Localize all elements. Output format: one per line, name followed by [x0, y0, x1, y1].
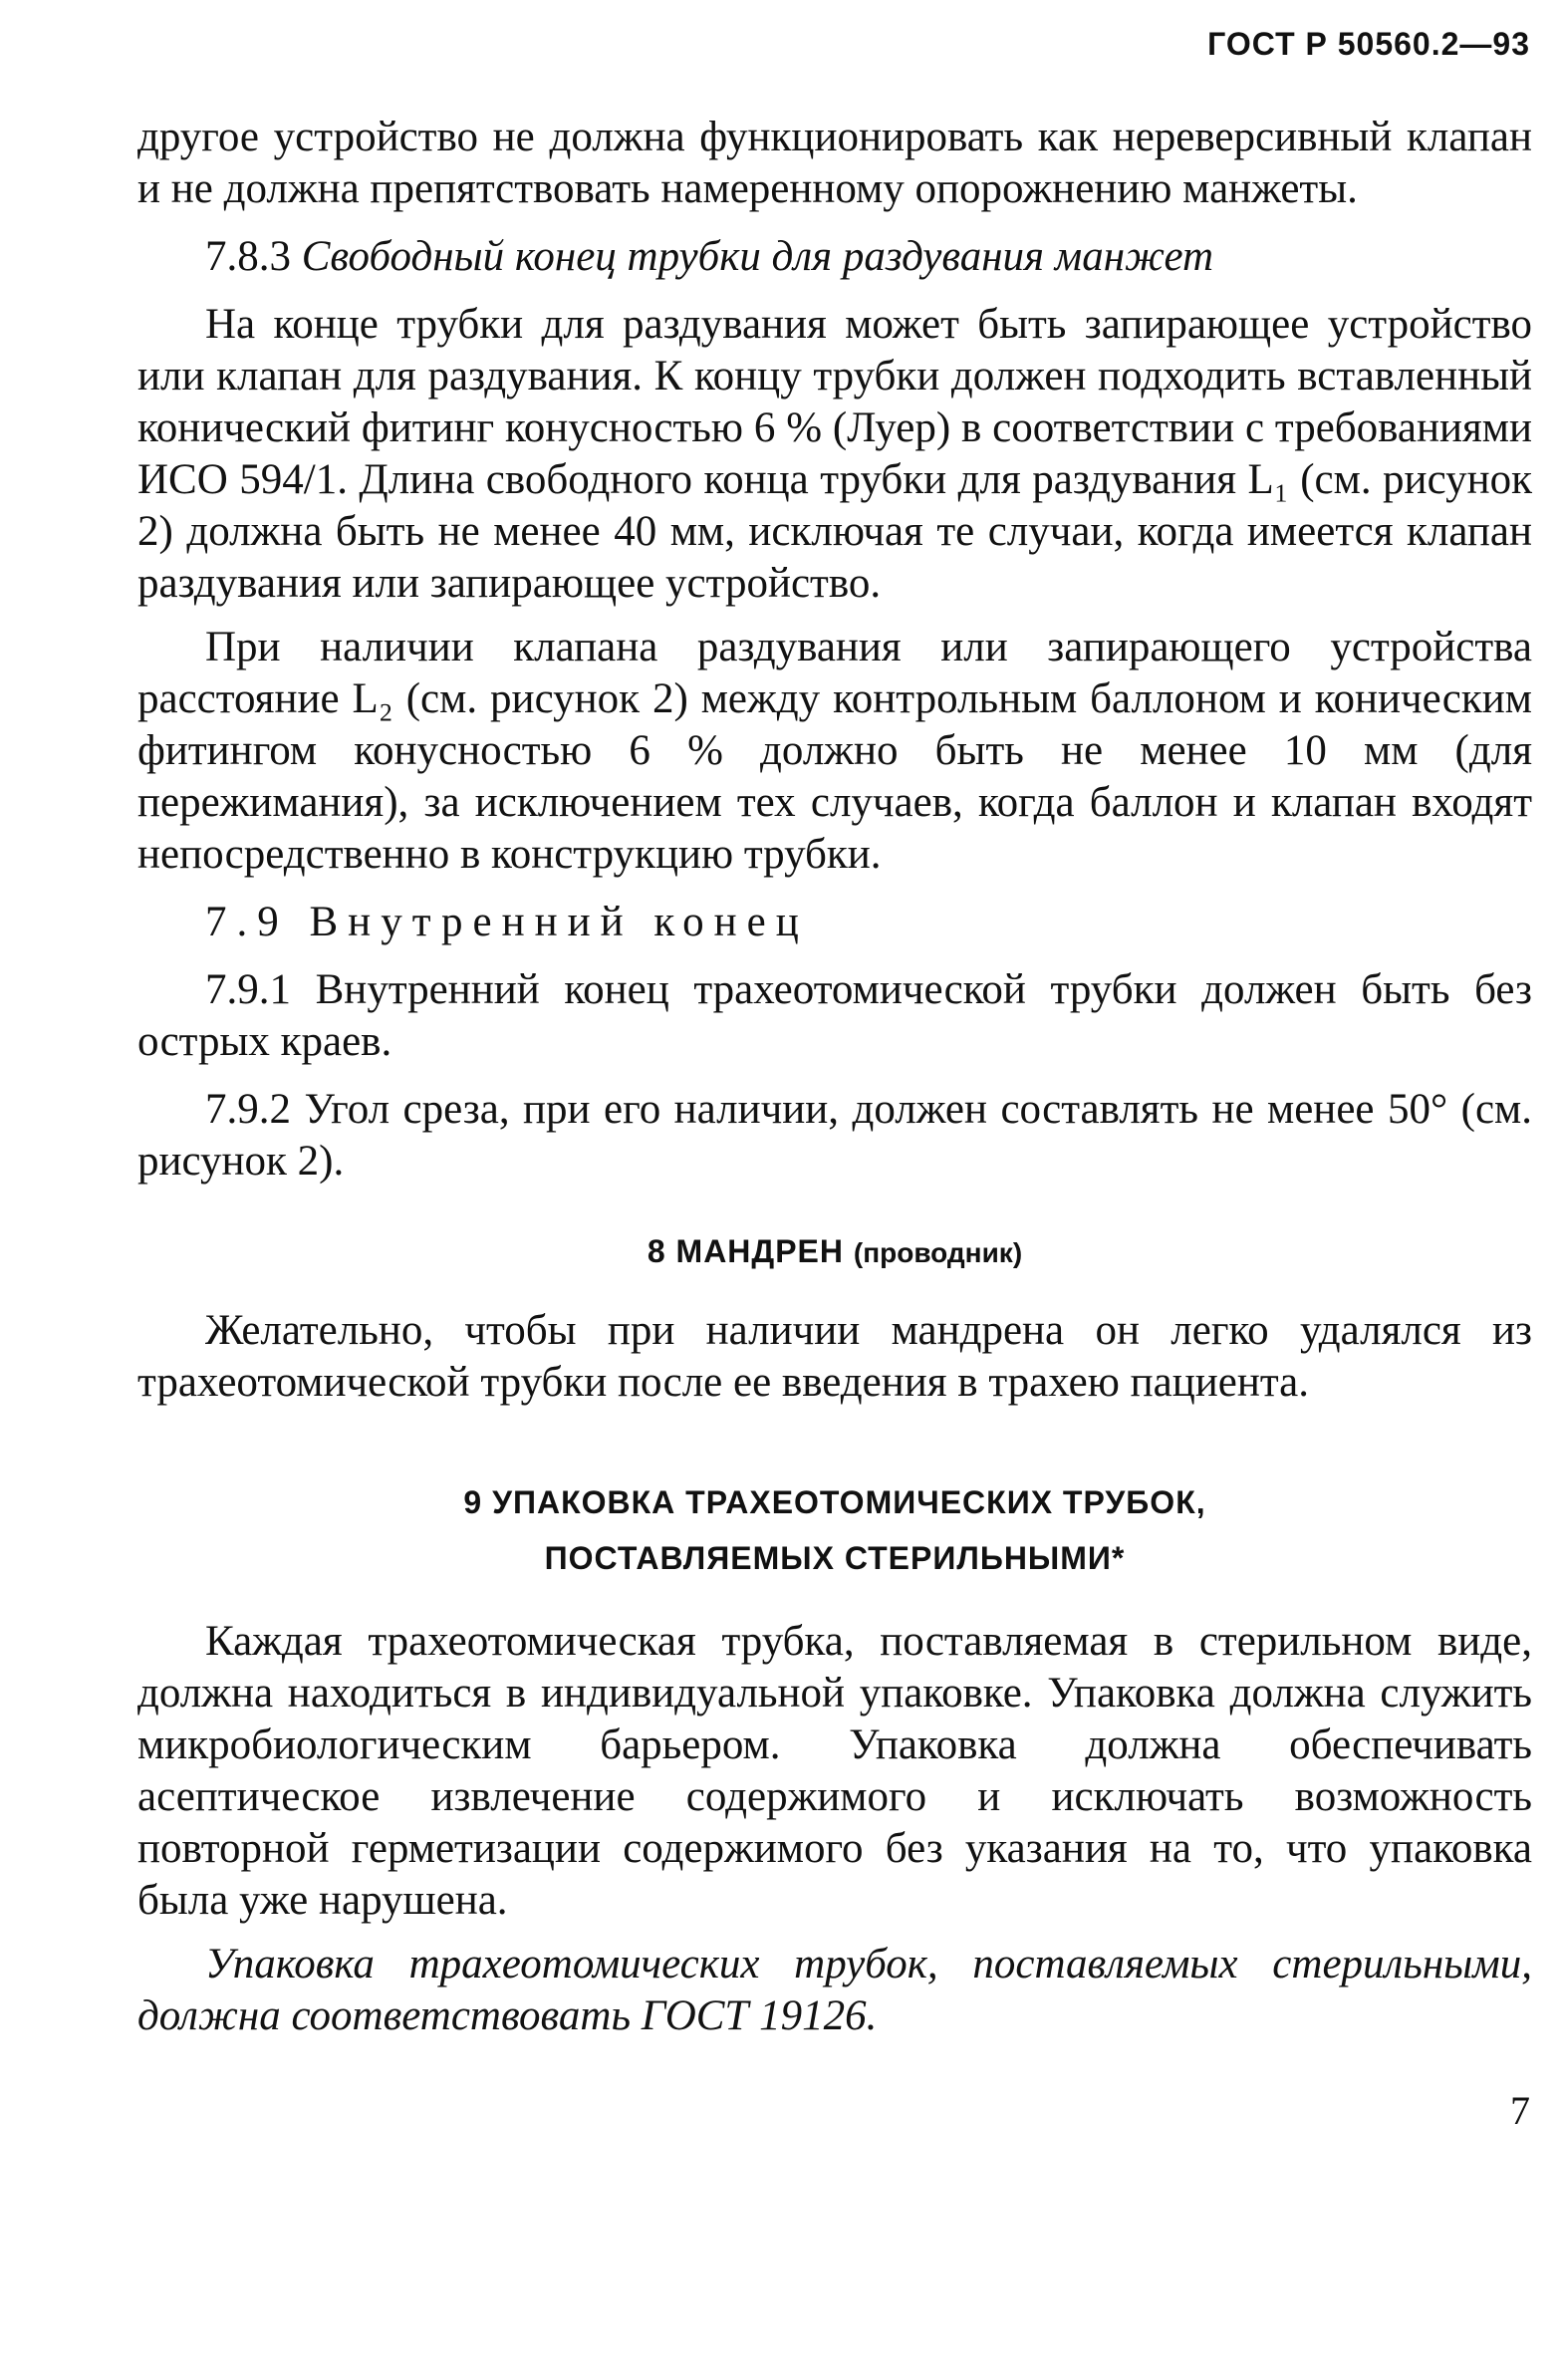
clause-7-block	[137, 112, 1532, 1188]
section-9-paragraph: Каждая трахеотомическая трубка, поставляемая в стерильном виде, должна находиться в индивидуальной упаковке. Упаковка должна служить микробиологическим барьером. Упаковка должна обеспечивать асептическое извлечение содержимого и исключать возможность повторной герметизации содержимого без указания на то, что упаковка была уже нарушена.	[137, 1618, 1532, 1924]
section-9-title-line-1: 9 УПАКОВКА ТРАХЕОТОМИЧЕСКИХ ТРУБОК,	[463, 1484, 1206, 1520]
clause-7-8-3-paragraph-a: На конце трубки для раздувания может быть запирающее устройство или клапан для раздувания. К концу трубки должен подходить вставленный конический фитинг конусностью 6 % (Луер) в соответствии с требованиями ИСО 594/1. Длина свободного конца трубки для раздувания L₁ (см. рисунок 2) должна быть не менее 40 мм, исключая те случаи, когда имеется клапан раздувания или запирающее устройство.	[137, 301, 1532, 607]
clause-7-8-3-number: 7.8.3	[205, 233, 291, 280]
section-8-title	[137, 1223, 1532, 1281]
section-9-title-line-2: ПОСТАВЛЯЕМЫХ СТЕРИЛЬНЫМИ*	[544, 1540, 1126, 1576]
clause-7-9-heading: 7.9 Внутренний конец	[205, 899, 809, 945]
section-8-title-main: 8 МАНДРЕН	[647, 1233, 844, 1269]
section-9-block	[137, 1616, 1532, 2042]
clause-7-8-3-paragraph-b: При наличии клапана раздувания или запирающего устройства расстояние L₂ (см. рисунок 2) между контрольным баллоном и коническим фитингом конусностью 6 % должно быть не менее 10 мм (для пережимания), за исключением тех случаев, когда баллон и клапан входят непосредственно в конструкцию трубки.	[137, 624, 1532, 878]
clause-7-8-3-title: Свободный конец трубки для раздувания манжет	[301, 233, 1214, 280]
clause-7-9-1-paragraph: 7.9.1 Внутренний конец трахеотомической трубки должен быть без острых краев.	[137, 966, 1532, 1065]
section-8-paragraph: Желательно, чтобы при наличии мандрена он легко удалялся из трахеотомической трубки после ее введения в трахею пациента.	[137, 1307, 1532, 1406]
clause-7-9-2-paragraph: 7.9.2 Угол среза, при его наличии, должен составлять не менее 50° (см. рисунок 2).	[137, 1086, 1532, 1185]
section-9-italic-paragraph: Упаковка трахеотомических трубок, поставляемых стерильными, должна соответствовать ГОСТ 19126.	[137, 1941, 1532, 2039]
continuation-paragraph: другое устройство не должна функционировать как нереверсивный клапан и не должна препятствовать намеренному опорожнению манжеты.	[137, 114, 1532, 212]
section-8-block	[137, 1305, 1532, 1409]
section-8-title-sub: (проводник)	[853, 1237, 1023, 1268]
standard-code-header: ГОСТ Р 50560.2—93	[1207, 26, 1530, 62]
page-number: 7	[1510, 2088, 1530, 2133]
section-9-title	[137, 1474, 1532, 1586]
clause-7-8-3-heading	[137, 231, 1532, 283]
